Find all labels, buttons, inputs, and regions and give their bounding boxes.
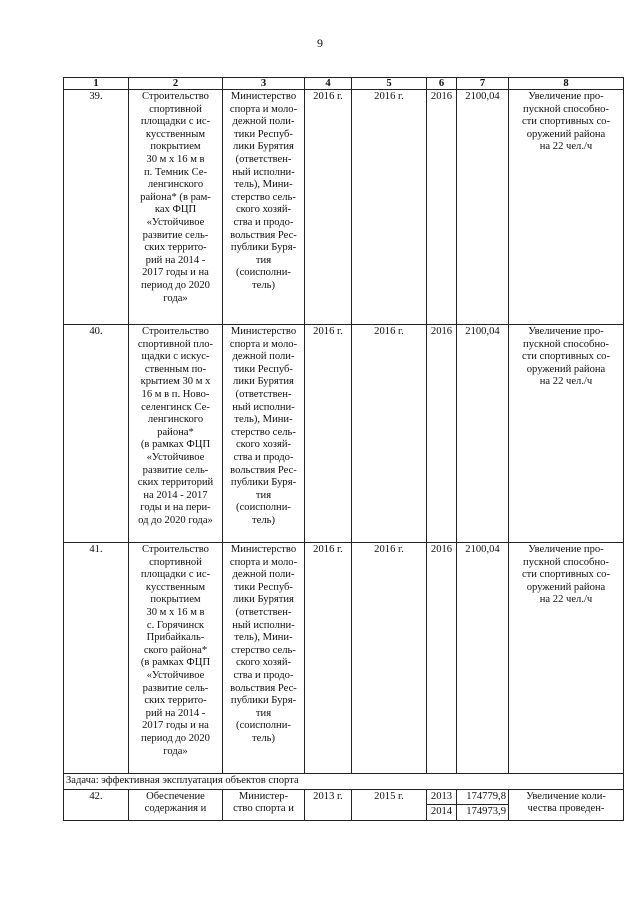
executor-cell: Министер- ство спорта и bbox=[223, 789, 305, 820]
header-row bbox=[64, 78, 624, 90]
end-date: 2016 г. bbox=[352, 543, 427, 774]
column-header: 2 bbox=[129, 78, 223, 90]
start-date: 2013 г. bbox=[305, 789, 352, 820]
expected-result: Увеличение про- пускной способно- сти спортивных со- оружений района на 22 чел./ч bbox=[509, 90, 624, 325]
event-description: Строительство спортивной пло- щадки с искус- ственным по- крытием 30 м х 16 м в п. Ново- селенгинск Се- ленгинского района* (в рамках ФЦП «Устойчивое развитие сель- ских территорий на 2014 - 2017 годы и на пери- од до 2020 года» bbox=[129, 325, 223, 543]
start-date: 2016 г. bbox=[305, 90, 352, 325]
column-header: 5 bbox=[352, 78, 427, 90]
funding-year: 2016 bbox=[427, 325, 457, 543]
table-row bbox=[64, 543, 624, 774]
table-row bbox=[64, 325, 624, 543]
row-number: 41. bbox=[64, 543, 129, 774]
column-header: 8 bbox=[509, 78, 624, 90]
task-row bbox=[64, 774, 624, 790]
funding-amount: 2100,04 bbox=[457, 90, 509, 325]
table-row bbox=[64, 789, 624, 805]
funding-year: 2013 bbox=[427, 789, 457, 805]
funding-year: 2016 bbox=[427, 543, 457, 774]
task-heading: Задача: эффективная эксплуатация объектов спорта bbox=[64, 774, 624, 790]
column-header: 7 bbox=[457, 78, 509, 90]
expected-result: Увеличение коли- чества проведен- bbox=[509, 789, 624, 820]
end-date: 2016 г. bbox=[352, 325, 427, 543]
expected-result: Увеличение про- пускной способно- сти спортивных со- оружений района на 22 чел./ч bbox=[509, 325, 624, 543]
event-description: Обеспечение содержания и bbox=[129, 789, 223, 820]
funding-amount: 2100,04 bbox=[457, 325, 509, 543]
column-header: 6 bbox=[427, 78, 457, 90]
row-number: 40. bbox=[64, 325, 129, 543]
executor-cell: Министерство спорта и моло- дежной поли- тики Респуб- лики Бурятия (ответствен- ный исполни- тель), Мини- стерство сель- ского хозяй- ства и продо- вольствия Рес- публики Буря- тия (соисполни- тель) bbox=[223, 90, 305, 325]
funding-year: 2014 bbox=[427, 805, 457, 821]
funding-amount: 174779,8 bbox=[457, 789, 509, 805]
table-row bbox=[64, 90, 624, 325]
column-header: 4 bbox=[305, 78, 352, 90]
executor-cell: Министерство спорта и моло- дежной поли- тики Респуб- лики Бурятия (ответствен- ный исполни- тель), Мини- стерство сель- ского хозяй- ства и продо- вольствия Рес- публики Буря- тия (соисполни- тель) bbox=[223, 543, 305, 774]
program-table bbox=[63, 77, 624, 821]
row-number: 42. bbox=[64, 789, 129, 820]
end-date: 2015 г. bbox=[352, 789, 427, 820]
row-number: 39. bbox=[64, 90, 129, 325]
column-header: 1 bbox=[64, 78, 129, 90]
funding-year: 2016 bbox=[427, 90, 457, 325]
event-description: Строительство спортивной площадки с ис- кусственным покрытием 30 м х 16 м в с. Горячинск Прибайкаль- ского района* (в рамках ФЦП «Устойчивое развитие сель- ских террито- рий на 2014 - 2017 годы и на период до 2020 года» bbox=[129, 543, 223, 774]
end-date: 2016 г. bbox=[352, 90, 427, 325]
event-description: Строительство спортивной площадки с ис- кусственным покрытием 30 м х 16 м в п. Темник Се- ленгинского района* (в рам- ках ФЦП «Устойчивое развитие сель- ских террито- рий на 2014 - 2017 годы и на период до 2020 года» bbox=[129, 90, 223, 325]
page-number: 9 bbox=[317, 36, 323, 50]
expected-result: Увеличение про- пускной способно- сти спортивных со- оружений района на 22 чел./ч bbox=[509, 543, 624, 774]
funding-amount: 174973,9 bbox=[457, 805, 509, 821]
executor-cell: Министерство спорта и моло- дежной поли- тики Респуб- лики Бурятия (ответствен- ный исполни- тель), Мини- стерство сель- ского хозяй- ства и продо- вольствия Рес- публики Буря- тия (соисполни- тель) bbox=[223, 325, 305, 543]
column-header: 3 bbox=[223, 78, 305, 90]
funding-amount: 2100,04 bbox=[457, 543, 509, 774]
start-date: 2016 г. bbox=[305, 325, 352, 543]
start-date: 2016 г. bbox=[305, 543, 352, 774]
